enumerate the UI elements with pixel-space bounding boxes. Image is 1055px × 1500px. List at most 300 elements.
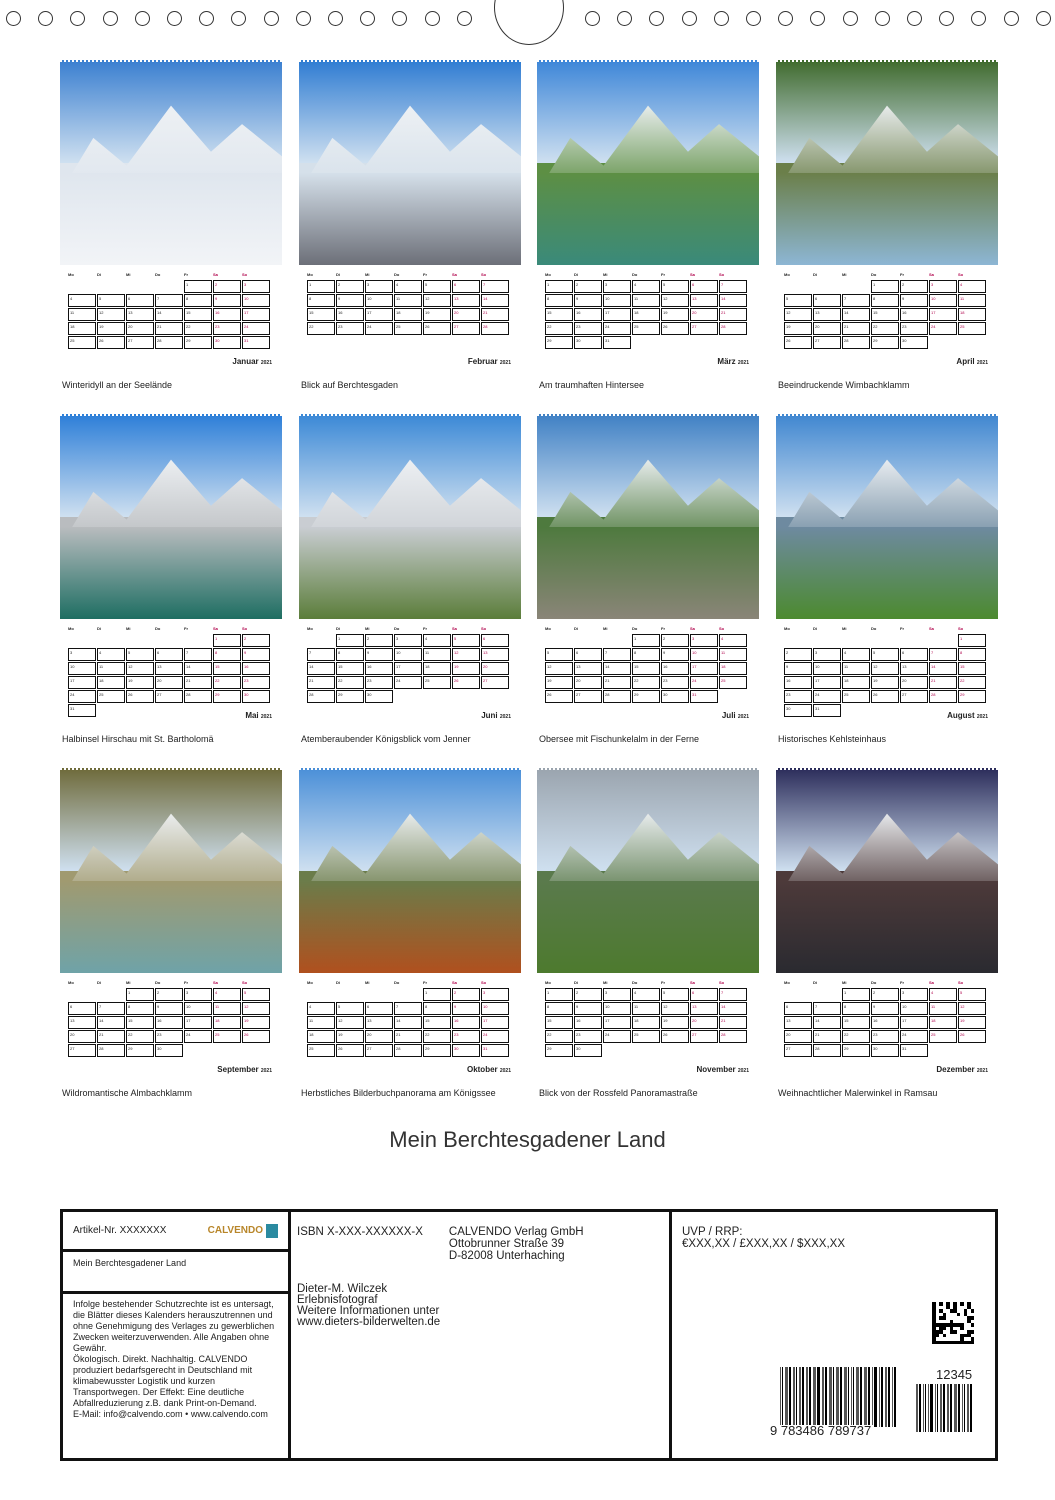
month-photo (60, 768, 282, 973)
weekday-label: Do (394, 980, 400, 985)
empty-cell (68, 280, 96, 293)
day-cell: 7 (307, 648, 335, 661)
day-cell: 30 (784, 704, 812, 717)
day-cell: 18 (394, 308, 422, 321)
day-cell: 28 (184, 690, 212, 703)
day-cell: 6 (690, 988, 718, 1001)
publisher-name: CALVENDO Verlag GmbH (448, 1226, 584, 1238)
photo-caption: Weihnachtlicher Malerwinkel in Ramsau (778, 1088, 938, 1098)
day-cell: 19 (97, 322, 125, 335)
day-cell: 7 (97, 1002, 125, 1015)
binding-hole (6, 11, 21, 26)
day-cell: 3 (813, 648, 841, 661)
empty-cell (784, 280, 812, 293)
day-cell: 25 (423, 676, 451, 689)
day-cell: 31 (900, 1044, 928, 1057)
day-cell: 21 (97, 1030, 125, 1043)
weekday-label: Do (155, 980, 161, 985)
day-cell: 23 (661, 676, 689, 689)
day-cell: 2 (242, 634, 270, 647)
day-cell: 1 (842, 988, 870, 1001)
day-cell: 7 (719, 280, 747, 293)
photo-caption: Blick auf Berchtesgaden (301, 380, 399, 390)
day-cell: 2 (784, 648, 812, 661)
day-cell: 8 (336, 648, 364, 661)
weekday-label: So (719, 272, 725, 277)
day-cell: 11 (423, 648, 451, 661)
month-photo (299, 768, 521, 973)
binding-hole (167, 11, 182, 26)
binding-hole (682, 11, 697, 26)
day-cell: 21 (481, 308, 509, 321)
weekday-label: Mo (784, 272, 790, 277)
binding-hole (971, 11, 986, 26)
addon-number: 12345 (936, 1367, 973, 1382)
day-cell: 19 (871, 676, 899, 689)
day-cell: 18 (842, 676, 870, 689)
weekday-label: Sa (929, 980, 934, 985)
publisher-street: Ottobrunner Straße 39 (448, 1238, 564, 1250)
month-5 (60, 414, 282, 759)
article-cell (63, 1212, 288, 1252)
weekday-label: So (481, 626, 487, 631)
legal-text: Infolge bestehender Schutzrechte ist es untersagt, die Blätter dieses Kalenders herauszutrennen und ohne Genehmigung des Verlages zu gewerblichen Zwecken weiterzuverwenden. Alle Angaben ohne Gewähr. (73, 1299, 275, 1353)
day-cell: 31 (481, 1044, 509, 1057)
photo-caption: Winteridyll an der Seelände (62, 380, 173, 390)
weekday-label: So (242, 272, 248, 277)
day-cell: 11 (929, 1002, 957, 1015)
day-cell: 20 (784, 1030, 812, 1043)
day-cell: 4 (394, 280, 422, 293)
day-cell: 15 (184, 308, 212, 321)
day-cell: 3 (929, 280, 957, 293)
day-cell: 4 (423, 634, 451, 647)
day-cell: 23 (155, 1030, 183, 1043)
weekday-label: Do (155, 626, 161, 631)
day-cell: 11 (307, 1016, 335, 1029)
day-cell: 27 (574, 690, 602, 703)
month-calendar (307, 626, 511, 704)
author-info (297, 1284, 663, 1328)
month-7 (537, 414, 759, 759)
day-cell: 6 (68, 1002, 96, 1015)
day-cell: 25 (632, 1030, 660, 1043)
weekday-label: Fr (423, 980, 427, 985)
day-cell: 27 (365, 1044, 393, 1057)
day-cell: 24 (900, 1030, 928, 1043)
day-cell: 5 (242, 988, 270, 1001)
day-cell: 2 (452, 988, 480, 1001)
weekday-label: Do (155, 272, 161, 277)
day-cell: 28 (813, 1044, 841, 1057)
empty-cell (842, 280, 870, 293)
day-cell: 12 (871, 662, 899, 675)
month-12 (776, 768, 998, 1113)
weekday-label: Do (871, 980, 877, 985)
day-cell: 4 (632, 988, 660, 1001)
month-calendar (784, 980, 988, 1058)
day-cell: 9 (574, 1002, 602, 1015)
day-cell: 14 (813, 1016, 841, 1029)
day-cell: 10 (481, 1002, 509, 1015)
day-cell: 17 (481, 1016, 509, 1029)
day-cell: 30 (871, 1044, 899, 1057)
day-cell: 17 (690, 662, 718, 675)
day-cell: 4 (97, 648, 125, 661)
day-cell: 25 (929, 1030, 957, 1043)
day-cell: 13 (784, 1016, 812, 1029)
weekday-label: Mi (365, 980, 370, 985)
day-cell: 15 (126, 1016, 154, 1029)
day-cell: 23 (452, 1030, 480, 1043)
binding-hole (103, 11, 118, 26)
datamatrix-code (932, 1302, 974, 1344)
weekday-label: Mi (126, 626, 131, 631)
weekday-label: Fr (184, 272, 188, 277)
day-cell: 11 (719, 648, 747, 661)
day-cell: 24 (603, 322, 631, 335)
day-cell: 11 (97, 662, 125, 675)
weekday-label: Di (813, 272, 817, 277)
day-cell: 13 (813, 308, 841, 321)
binding-hole (296, 11, 311, 26)
day-cell: 10 (603, 294, 631, 307)
day-cell: 1 (545, 988, 573, 1001)
day-cell: 25 (97, 690, 125, 703)
empty-cell (545, 634, 573, 647)
day-cell: 4 (68, 294, 96, 307)
day-cell: 4 (958, 280, 986, 293)
day-cell: 25 (842, 690, 870, 703)
day-cell: 7 (813, 1002, 841, 1015)
day-cell: 8 (184, 294, 212, 307)
photo-caption: Obersee mit Fischunkelalm in der Ferne (539, 734, 700, 744)
day-cell: 15 (871, 308, 899, 321)
day-cell: 6 (126, 294, 154, 307)
day-cell: 6 (155, 648, 183, 661)
day-cell: 14 (929, 662, 957, 675)
day-cell: 8 (958, 648, 986, 661)
day-cell: 17 (394, 662, 422, 675)
day-cell: 27 (813, 336, 841, 349)
day-cell: 20 (126, 322, 154, 335)
day-cell: 3 (242, 280, 270, 293)
day-cell: 14 (184, 662, 212, 675)
day-cell: 3 (603, 280, 631, 293)
day-cell: 4 (307, 1002, 335, 1015)
day-cell: 29 (423, 1044, 451, 1057)
weekday-label: Fr (184, 626, 188, 631)
day-cell: 1 (632, 634, 660, 647)
day-cell: 12 (126, 662, 154, 675)
day-cell: 13 (126, 308, 154, 321)
imprint-title: Mein Berchtesgadener Land (73, 1258, 187, 1268)
day-cell: 10 (813, 662, 841, 675)
day-cell: 2 (365, 634, 393, 647)
weekday-label: Mo (545, 980, 551, 985)
day-cell: 31 (242, 336, 270, 349)
day-cell: 12 (452, 648, 480, 661)
day-cell: 21 (929, 676, 957, 689)
weekday-label: Do (632, 980, 638, 985)
day-cell: 7 (842, 294, 870, 307)
day-cell: 6 (690, 280, 718, 293)
day-cell: 28 (481, 322, 509, 335)
day-cell: 18 (97, 676, 125, 689)
day-cell: 28 (394, 1044, 422, 1057)
day-cell: 7 (481, 280, 509, 293)
day-cell: 27 (900, 690, 928, 703)
weekday-label: Sa (690, 980, 695, 985)
day-cell: 21 (307, 676, 335, 689)
day-cell: 26 (336, 1044, 364, 1057)
weekday-label: Sa (452, 626, 457, 631)
day-cell: 17 (900, 1016, 928, 1029)
imprint-middle-column (291, 1212, 672, 1458)
day-cell: 25 (307, 1044, 335, 1057)
day-cell: 26 (97, 336, 125, 349)
imprint-left-column (63, 1212, 291, 1458)
empty-cell (97, 280, 125, 293)
weekday-label: Sa (929, 272, 934, 277)
month-calendar (545, 272, 749, 350)
day-cell: 22 (423, 1030, 451, 1043)
empty-cell (603, 634, 631, 647)
day-cell: 8 (545, 294, 573, 307)
binding-hole (135, 11, 150, 26)
day-cell: 30 (213, 336, 241, 349)
day-cell: 23 (365, 676, 393, 689)
empty-cell (813, 988, 841, 1001)
title-cell (63, 1252, 288, 1294)
month-11 (537, 768, 759, 1113)
day-cell: 8 (213, 648, 241, 661)
day-cell: 27 (452, 322, 480, 335)
empty-cell (155, 634, 183, 647)
day-cell: 12 (661, 294, 689, 307)
day-cell: 12 (242, 1002, 270, 1015)
day-cell: 27 (68, 1044, 96, 1057)
weekday-label: Mi (842, 626, 847, 631)
day-cell: 1 (545, 280, 573, 293)
day-cell: 1 (871, 280, 899, 293)
day-cell: 23 (242, 676, 270, 689)
month-photo (299, 414, 521, 619)
legal-cell (63, 1294, 288, 1426)
empty-cell (97, 634, 125, 647)
day-cell: 29 (213, 690, 241, 703)
empty-cell (900, 634, 928, 647)
day-cell: 26 (423, 322, 451, 335)
day-cell: 23 (574, 322, 602, 335)
photo-caption: Atemberaubender Königsblick vom Jenner (301, 734, 471, 744)
month-1 (60, 60, 282, 405)
day-cell: 28 (155, 336, 183, 349)
binding-hole (843, 11, 858, 26)
day-cell: 11 (632, 1002, 660, 1015)
day-cell: 16 (452, 1016, 480, 1029)
binding-hole (585, 11, 600, 26)
month-4 (776, 60, 998, 405)
day-cell: 23 (213, 322, 241, 335)
month-photo (299, 60, 521, 265)
day-cell: 7 (719, 988, 747, 1001)
weekday-label: Mo (545, 626, 551, 631)
day-cell: 24 (690, 676, 718, 689)
day-cell: 26 (126, 690, 154, 703)
day-cell: 15 (958, 662, 986, 675)
weekday-label: Sa (213, 272, 218, 277)
month-photo (60, 60, 282, 265)
weekday-label: Sa (213, 980, 218, 985)
month-calendar (307, 980, 511, 1058)
empty-cell (365, 988, 393, 1001)
day-cell: 23 (336, 322, 364, 335)
binding-hole (810, 11, 825, 26)
day-cell: 14 (481, 294, 509, 307)
day-cell: 9 (900, 294, 928, 307)
day-cell: 11 (842, 662, 870, 675)
binding-hole (360, 11, 375, 26)
day-cell: 10 (900, 1002, 928, 1015)
day-cell: 10 (394, 648, 422, 661)
month-photo (537, 414, 759, 619)
weekday-label: Di (97, 272, 101, 277)
day-cell: 17 (929, 308, 957, 321)
empty-cell (813, 280, 841, 293)
weekday-label: Mi (126, 272, 131, 277)
day-cell: 22 (184, 322, 212, 335)
day-cell: 17 (365, 308, 393, 321)
empty-cell (97, 988, 125, 1001)
empty-cell (126, 634, 154, 647)
day-cell: 13 (690, 294, 718, 307)
empty-cell (307, 988, 335, 1001)
day-cell: 8 (126, 1002, 154, 1015)
day-cell: 23 (784, 690, 812, 703)
day-cell: 17 (242, 308, 270, 321)
month-10 (299, 768, 521, 1113)
day-cell: 7 (929, 648, 957, 661)
month-calendar (68, 980, 272, 1058)
weekday-label: Di (336, 980, 340, 985)
binding-hole (907, 11, 922, 26)
weekday-label: Mi (603, 272, 608, 277)
binding-hole (939, 11, 954, 26)
day-cell: 9 (336, 294, 364, 307)
hanger-cutout (494, 0, 564, 45)
day-cell: 28 (307, 690, 335, 703)
day-cell: 4 (842, 648, 870, 661)
day-cell: 13 (155, 662, 183, 675)
day-cell: 24 (242, 322, 270, 335)
day-cell: 29 (126, 1044, 154, 1057)
day-cell: 13 (900, 662, 928, 675)
day-cell: 29 (336, 690, 364, 703)
day-cell: 29 (842, 1044, 870, 1057)
day-cell: 1 (184, 280, 212, 293)
weekday-label: Mi (365, 626, 370, 631)
day-cell: 6 (900, 648, 928, 661)
weekday-label: Di (574, 980, 578, 985)
weekday-label: Do (632, 272, 638, 277)
binding-hole (649, 11, 664, 26)
day-cell: 24 (394, 676, 422, 689)
day-cell: 29 (632, 690, 660, 703)
day-cell: 18 (958, 308, 986, 321)
day-cell: 24 (68, 690, 96, 703)
weekday-label: Di (813, 980, 817, 985)
day-cell: 11 (213, 1002, 241, 1015)
article-number: Artikel-Nr. XXXXXXX (73, 1225, 167, 1236)
day-cell: 16 (661, 662, 689, 675)
day-cell: 26 (545, 690, 573, 703)
weekday-label: Sa (213, 626, 218, 631)
day-cell: 11 (68, 308, 96, 321)
day-cell: 5 (336, 1002, 364, 1015)
day-cell: 1 (336, 634, 364, 647)
day-cell: 12 (545, 662, 573, 675)
day-cell: 28 (719, 322, 747, 335)
photo-caption: Herbstliches Bilderbuchpanorama am Königssee (301, 1088, 496, 1098)
day-cell: 15 (307, 308, 335, 321)
day-cell: 18 (307, 1030, 335, 1043)
day-cell: 25 (719, 676, 747, 689)
day-cell: 13 (365, 1016, 393, 1029)
month-8 (776, 414, 998, 759)
day-cell: 1 (423, 988, 451, 1001)
month-photo (776, 768, 998, 973)
empty-cell (155, 280, 183, 293)
day-cell: 16 (784, 676, 812, 689)
empty-cell (784, 634, 812, 647)
weekday-label: Mi (603, 626, 608, 631)
day-cell: 18 (213, 1016, 241, 1029)
day-cell: 10 (365, 294, 393, 307)
month-calendar (68, 272, 272, 350)
day-cell: 16 (574, 308, 602, 321)
binding-hole (231, 11, 246, 26)
publisher-address (449, 1226, 584, 1262)
day-cell: 22 (632, 676, 660, 689)
binding-hole (425, 11, 440, 26)
day-cell: 21 (603, 676, 631, 689)
price: €XXX,XX / £XXX,XX / $XXX,XX (682, 1238, 845, 1250)
addon-barcode (916, 1384, 974, 1432)
day-cell: 12 (661, 1002, 689, 1015)
day-cell: 10 (690, 648, 718, 661)
day-cell: 30 (574, 336, 602, 349)
binding-hole (199, 11, 214, 26)
day-cell: 15 (336, 662, 364, 675)
day-cell: 9 (365, 648, 393, 661)
day-cell: 23 (574, 1030, 602, 1043)
day-cell: 19 (452, 662, 480, 675)
day-cell: 16 (242, 662, 270, 675)
day-cell: 6 (481, 634, 509, 647)
month-calendar (784, 626, 988, 718)
day-cell: 5 (423, 280, 451, 293)
day-cell: 17 (603, 1016, 631, 1029)
day-cell: 3 (394, 634, 422, 647)
day-cell: 19 (545, 676, 573, 689)
day-cell: 30 (155, 1044, 183, 1057)
day-cell: 15 (545, 308, 573, 321)
month-label: Juli 2021 (721, 711, 749, 720)
day-cell: 19 (423, 308, 451, 321)
weekday-label: Mo (307, 272, 313, 277)
month-calendar (545, 980, 749, 1058)
